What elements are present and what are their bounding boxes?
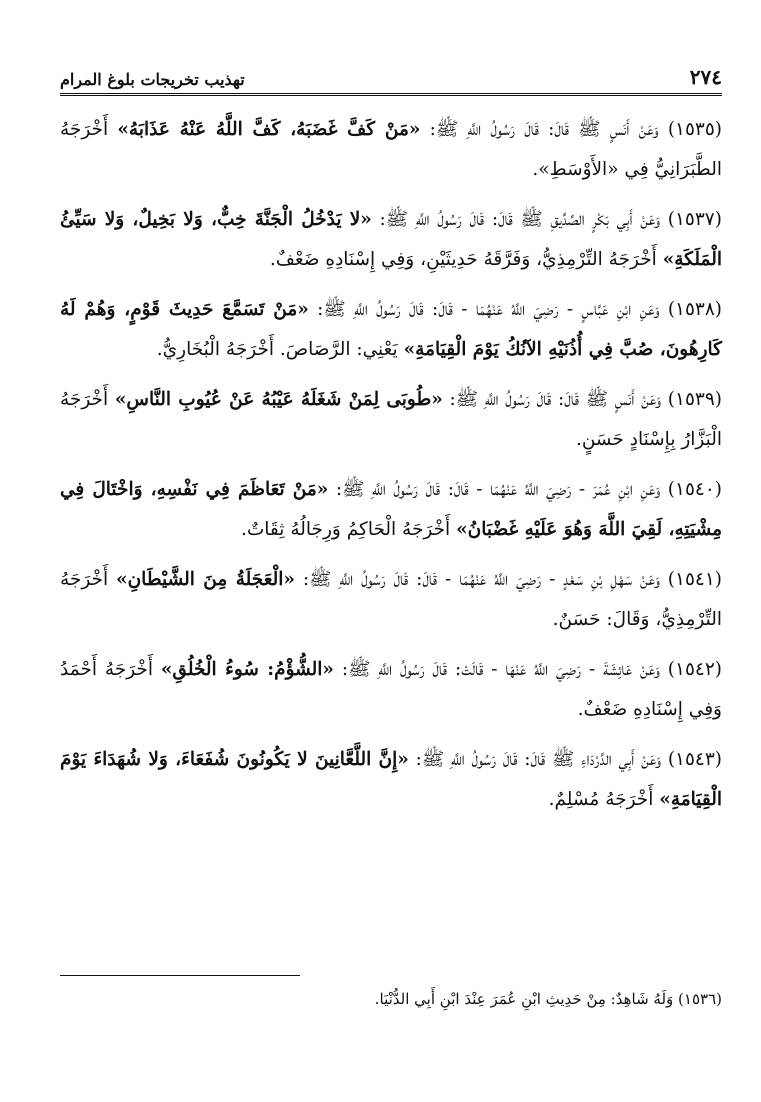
- hadith-number: (١٥٤٠): [667, 479, 722, 500]
- hadith-matn: «لا يَدْخُلُ الْجَنَّةَ خِبٌّ، وَلا بَخِيلٌ، وَلا سَيِّئُ الْمَلَكَةِ»: [60, 209, 722, 270]
- hadith-intro: وَعَنِ ابْنِ عَبَّاسٍ - رَضِيَ اللَّهُ عَنْهُمَا - قَالَ: قَالَ رَسُولُ اللَّهِ ﷺ:: [317, 299, 660, 320]
- hadith-number: (١٥٤٢): [667, 659, 722, 680]
- hadith-takhrij: أَخْرَجَهُ التِّرْمِذِيُّ، وَقَالَ: حَسَنٌ.: [60, 569, 722, 630]
- hadith-paragraph: [60, 560, 722, 640]
- hadith-takhrij: أَخْرَجَهُ الْبَزَّارُ بِإِسْنَادٍ حَسَنٍ.: [60, 389, 722, 450]
- hadith-intro: وَعَنْ أَبِي بَكْرٍ الصِّدِّيقِ ﷺ قَالَ: قَالَ رَسُولُ اللَّهِ ﷺ:: [379, 209, 661, 230]
- hadith-intro: وَعَنْ أَنَسٍ ﷺ قَالَ: قَالَ رَسُولُ اللَّهِ ﷺ:: [429, 119, 659, 140]
- hadith-number: (١٥٣٩): [667, 389, 722, 410]
- hadith-intro: وَعَنْ أَبِي الدَّرْدَاءِ ﷺ قَالَ: قَالَ رَسُولُ اللَّهِ ﷺ:: [415, 749, 662, 770]
- hadith-matn: «الشُّؤْمُ: سُوءُ الْخُلُقِ»: [160, 659, 334, 680]
- main-text: [60, 110, 722, 820]
- hadith-intro: وَعَنْ عَائِشَةَ - رَضِيَ اللَّهُ عَنْهَا - قَالَتْ: قَالَ رَسُولُ اللَّهِ ﷺ:: [341, 659, 660, 680]
- hadith-number: (١٥٣٨): [667, 299, 722, 320]
- hadith-takhrij: أَخْرَجَهُ الطَّبَرَانِيُّ فِي «الأَوْسَطِ».: [60, 119, 722, 180]
- hadith-paragraph: [60, 290, 722, 370]
- hadith-intro: وَعَنْ أَنَسٍ ﷺ قَالَ: قَالَ رَسُولُ اللَّهِ ﷺ:: [449, 389, 662, 410]
- hadith-paragraph: [60, 110, 722, 190]
- hadith-matn: «طُوبَى لِمَنْ شَغَلَهُ عَيْبُهُ عَنْ عُيُوبِ النَّاسِ»: [114, 389, 443, 410]
- footnote-divider: [60, 975, 300, 976]
- hadith-number: (١٥٤٣): [667, 749, 722, 770]
- hadith-takhrij: أَخْرَجَهُ التِّرْمِذِيُّ، وَفَرَّقَهُ حَدِيثَيْنِ، وَفِي إِسْنَادِهِ ضَعْفٌ.: [269, 249, 657, 270]
- hadith-intro: وَعَنِ ابْنِ عُمَرَ - رَضِيَ اللَّهُ عَنْهُمَا - قَالَ: قَالَ رَسُولُ اللَّهِ ﷺ:: [335, 479, 661, 500]
- hadith-matn: «مَنْ تَسَمَّعَ حَدِيثَ قَوْمٍ، وَهُمْ لَهُ كَارِهُونَ، صُبَّ فِي أُذُنَيْهِ الآنُكُ يَوْمَ الْقِيَامَةِ»: [60, 299, 722, 360]
- hadith-matn: «مَنْ تَعَاظَمَ فِي نَفْسِهِ، وَاخْتَالَ فِي مِشْيَتِهِ، لَقِيَ اللَّهَ وَهُوَ عَلَيْهِ غَضْبَانُ»: [60, 479, 722, 540]
- hadith-takhrij: أَخْرَجَهُ مُسْلِمٌ.: [548, 789, 654, 810]
- hadith-matn: «الْعَجَلَةُ مِنَ الشَّيْطَانِ»: [116, 569, 295, 590]
- hadith-intro: وَعَنْ سَهْلِ بْنِ سَعْدٍ - رَضِيَ اللَّهُ عَنْهُمَا - قَالَ: قَالَ رَسُولُ اللَّهِ ﷺ:: [302, 569, 660, 590]
- hadith-paragraph: [60, 740, 722, 820]
- hadith-matn: «إِنَّ اللَّعَّانِينَ لا يَكُونُونَ شُفَعَاءَ، وَلا شُهَدَاءَ يَوْمَ الْقِيَامَةِ»: [60, 749, 722, 810]
- running-header: [60, 55, 722, 96]
- hadith-takhrij: يَعْنِي: الرَّصَاصَ. أَخْرَجَهُ الْبُخَارِيُّ.: [156, 339, 398, 360]
- footnote: (١٥٣٦) وَلَهُ شَاهِدٌ: مِنْ حَدِيثِ ابْنِ عُمَرَ عِنْدَ ابْنِ أَبِي الدُّنْيَا.: [374, 990, 722, 1008]
- hadith-matn: «مَنْ كَفَّ غَضَبَهُ، كَفَّ اللَّهُ عَنْهُ عَذَابَهُ»: [117, 119, 421, 140]
- hadith-number: (١٥٣٧): [667, 209, 722, 230]
- hadith-paragraph: [60, 380, 722, 460]
- hadith-number: (١٥٣٥): [667, 119, 722, 140]
- hadith-paragraph: [60, 200, 722, 280]
- book-page: [60, 55, 722, 1055]
- book-title: تهذيب تخريجات بلوغ المرام: [60, 70, 245, 89]
- page-number: ٢٧٤: [689, 65, 722, 89]
- hadith-takhrij: أَخْرَجَهُ أَحْمَدُ وَفِي إِسْنَادِهِ ضَعْفٌ.: [60, 659, 722, 720]
- hadith-number: (١٥٤١): [667, 569, 722, 590]
- hadith-paragraph: [60, 470, 722, 550]
- hadith-paragraph: [60, 650, 722, 730]
- hadith-takhrij: أَخْرَجَهُ الْحَاكِمُ وَرِجَالُهُ ثِقَاتٌ.: [241, 519, 451, 540]
